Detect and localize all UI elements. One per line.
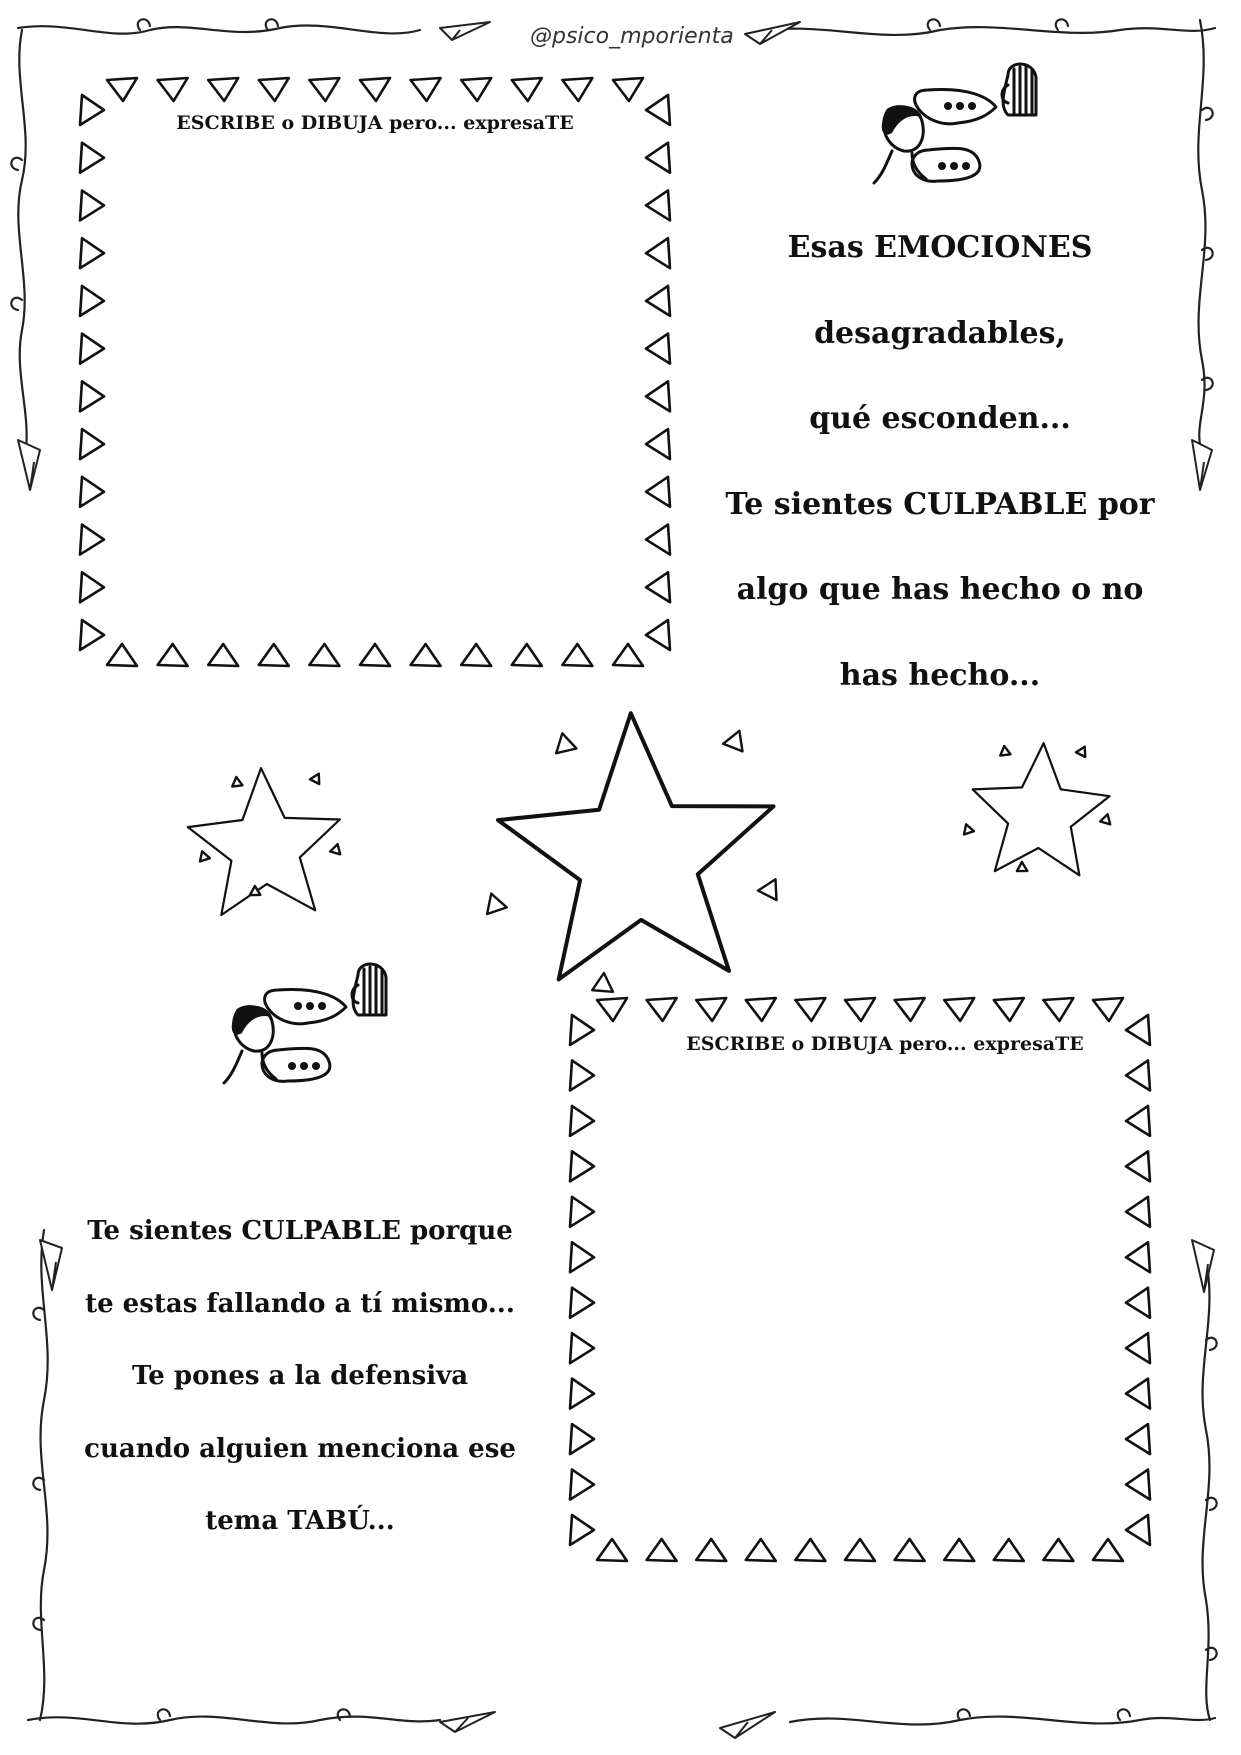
- triangle-mark: [1126, 1470, 1150, 1500]
- triangle-mark: [570, 1379, 594, 1409]
- text-line: algo que has hecho o no: [736, 572, 1144, 607]
- triangle-mark: [1126, 1379, 1150, 1409]
- triangle-mark: [597, 1539, 627, 1561]
- drawing-area-bottom-right[interactable]: [600, 1070, 1100, 1540]
- text-line: tema TABÚ...: [205, 1506, 395, 1536]
- triangle-mark: [795, 998, 825, 1021]
- triangle-mark: [647, 1539, 677, 1561]
- triangle-mark: [570, 1515, 594, 1545]
- triangle-mark: [570, 1470, 594, 1500]
- triangle-mark: [1126, 1015, 1150, 1045]
- triangle-mark: [1126, 1151, 1150, 1181]
- triangle-mark: [1126, 1515, 1150, 1545]
- triangle-mark: [994, 998, 1024, 1021]
- triangle-mark: [1093, 1539, 1123, 1561]
- author-handle: @psico_mporienta: [530, 24, 734, 49]
- text-line: has hecho...: [839, 657, 1041, 693]
- text-line: cuando alguien menciona ese: [84, 1433, 516, 1464]
- triangle-mark: [570, 1288, 594, 1318]
- triangle-mark: [1126, 1060, 1150, 1090]
- triangle-mark: [944, 998, 974, 1021]
- text-line: te estas fallando a tí mismo...: [85, 1288, 515, 1319]
- triangle-mark: [597, 998, 627, 1021]
- triangle-mark: [696, 1539, 726, 1561]
- triangle-mark: [647, 998, 677, 1021]
- triangle-mark: [570, 1060, 594, 1090]
- triangle-mark: [746, 1539, 776, 1561]
- triangle-mark: [746, 998, 776, 1021]
- triangle-mark: [1043, 1539, 1073, 1561]
- text-line: qué esconden...: [809, 401, 1071, 436]
- triangle-mark: [570, 1106, 594, 1136]
- triangle-mark: [895, 1539, 925, 1561]
- frame-title-top-left: ESCRIBE o DIBUJA pero... expresaTE: [176, 112, 574, 134]
- triangle-mark: [845, 998, 875, 1021]
- triangle-mark: [570, 1424, 594, 1454]
- triangle-mark: [1126, 1288, 1150, 1318]
- frame-title-bottom-right: ESCRIBE o DIBUJA pero... expresaTE: [686, 1033, 1084, 1055]
- triangle-mark: [944, 1539, 974, 1561]
- triangle-mark: [1126, 1242, 1150, 1272]
- text-line: Te pones a la defensiva: [131, 1361, 469, 1391]
- paragraph-top-right: [690, 205, 1190, 718]
- triangle-mark: [845, 1539, 875, 1561]
- triangle-mark: [795, 1539, 825, 1561]
- text-line: desagradables,: [814, 315, 1066, 351]
- text-line: Te sientes CULPABLE porque: [87, 1216, 513, 1246]
- triangle-mark: [1126, 1197, 1150, 1227]
- triangle-mark: [696, 998, 726, 1021]
- triangle-mark: [1043, 998, 1073, 1021]
- triangle-mark: [994, 1539, 1024, 1561]
- triangle-mark: [895, 998, 925, 1021]
- triangle-mark: [570, 1333, 594, 1363]
- text-line: Te sientes CULPABLE por: [725, 486, 1155, 522]
- triangle-mark: [1126, 1106, 1150, 1136]
- triangle-mark: [570, 1197, 594, 1227]
- paragraph-bottom-left: [60, 1195, 540, 1558]
- triangle-mark: [1093, 998, 1123, 1021]
- triangle-mark: [570, 1242, 594, 1272]
- triangle-mark: [1126, 1333, 1150, 1363]
- triangle-mark: [570, 1015, 594, 1045]
- text-line: Esas EMOCIONES: [787, 230, 1093, 265]
- triangle-mark: [570, 1151, 594, 1181]
- triangle-mark: [1126, 1424, 1150, 1454]
